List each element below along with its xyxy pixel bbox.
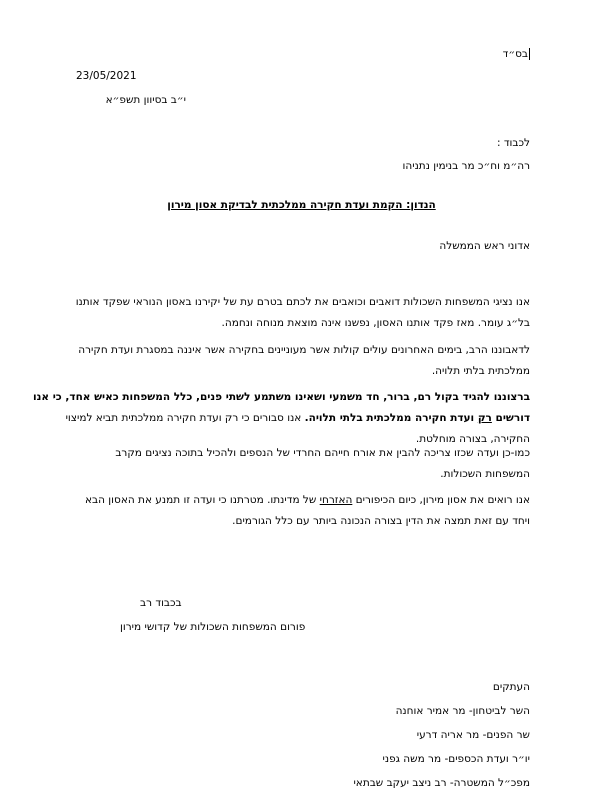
subject-line: הנדון: הקמת ועדת חקירה ממלכתית לבדיקת אסון מירון xyxy=(167,199,436,211)
signer: פורום המשפחות השכולות של קדושי מירון xyxy=(120,621,306,633)
copy-item: מפכ״ל המשטרה- רב ניצב יעקב שבתאי xyxy=(353,777,530,789)
paragraph-4: כמו-כן ועדה שכזו צריכה להבין את אורח חייהם החרדי של הנספים ולהכיל בתוכה נציגים מקרב המשפחות השכולות. xyxy=(115,447,530,480)
recipient-label: לכבוד : xyxy=(496,137,530,149)
bsd-header: בס״ד xyxy=(502,48,528,60)
closing: בכבוד רב xyxy=(140,597,182,609)
date-hebrew: י״ב בסיוון תשפ״א xyxy=(105,94,186,106)
paragraph-3: ברצוננו להגיד בקול רם, ברור, חד משמעי ושאינו משתמע לשתי פנים, כלל המשפחות כאיש אחד, כי אנו דורשים רק ועדת חקירה ממלכתית בלתי תלויה. אנו סבורים כי רק ועדת חקירה ממלכתית תביא למיצוי החקירה, בצורה מוחלטת. xyxy=(33,391,530,445)
copy-item: שר הפנים- מר אריה דרעי xyxy=(416,729,530,741)
salutation: אדוני ראש הממשלה xyxy=(439,240,530,252)
date-gregorian: 23/05/2021 xyxy=(76,70,137,82)
copy-item: השר לביטחון- מר אמיר אוחנה xyxy=(395,705,530,717)
paragraph-1: אנו נציגי המשפחות השכולות דואבים וכואבים את לכתם בטרם עת של יקירנו באסון הנוראי שפקד אותנו בל״ג עומר. מאז פקד אותנו האסון, נפשנו אינה מוצאת מנוחה ונחמה. xyxy=(75,296,530,329)
paragraph-2: לדאבוננו הרב, בימים האחרונים עולים קולות אשר מעוניינים בחקירה אשר איננה במסגרת ועדת חקירה ממלכתית בלתי תלויה. xyxy=(78,344,530,377)
copy-item: יו״ר ועדת הכספים- מר משה גפני xyxy=(382,753,530,765)
recipient-name: רה״מ וח״כ מר בנימין נתניהו xyxy=(402,160,530,172)
text-cursor xyxy=(529,48,530,60)
copies-title: העתקים xyxy=(492,681,530,693)
paragraph-5: אנו רואים את אסון מירון, כיום הכיפורים האזרחי של מדינתו. מטרתנו כי ועדה זו תמנע את האסון הבא ויחד עם זאת תמצה את הדין בצורה הנכונה ביותר עם כלל הגורמים. xyxy=(85,494,530,527)
